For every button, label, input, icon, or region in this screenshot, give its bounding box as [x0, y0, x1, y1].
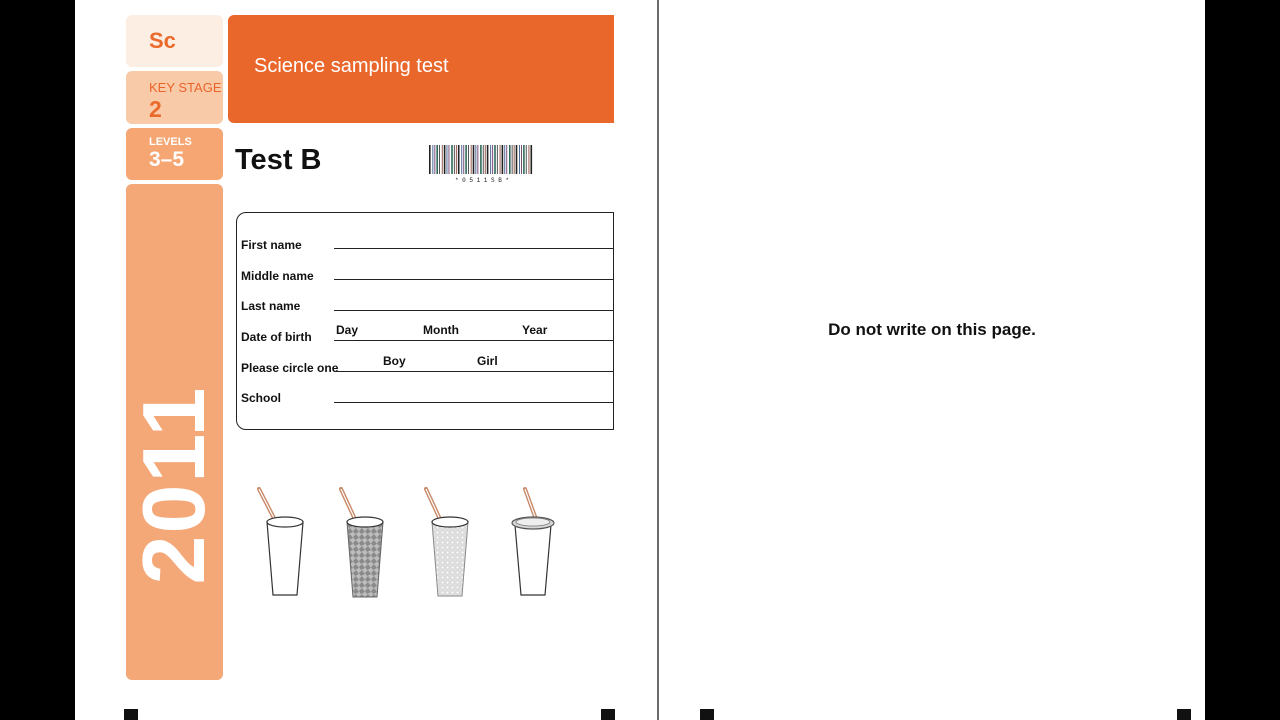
- boy-option[interactable]: Boy: [383, 354, 406, 368]
- barcode-bar: [487, 145, 489, 174]
- barcode-bar: [432, 145, 433, 174]
- barcode-bar: [471, 145, 472, 174]
- barcode-text: * 0 5 1 1 S B *: [454, 177, 510, 184]
- barcode-bar: [516, 145, 518, 174]
- crop-mark: [700, 709, 714, 720]
- barcode-bar: [468, 145, 469, 174]
- barcode-bar: [436, 145, 438, 174]
- barcode-bar: [451, 145, 453, 174]
- circle-one-label: Please circle one: [241, 361, 339, 375]
- blank-page: [659, 0, 1205, 720]
- cups-illustration: [255, 480, 585, 610]
- barcode-bar: [492, 145, 493, 174]
- barcode-bar: [429, 145, 431, 174]
- barcode-bar: [531, 145, 533, 174]
- levels-label: LEVELS: [149, 136, 192, 148]
- barcode-bar: [526, 145, 527, 174]
- crop-mark: [1177, 709, 1191, 720]
- first-name-label: First name: [241, 238, 302, 252]
- first-name-field[interactable]: [334, 248, 613, 249]
- barcode-bar: [463, 145, 464, 174]
- barcode-bar: [473, 145, 475, 174]
- barcode-bar: [442, 145, 443, 174]
- barcode-bar: [523, 145, 525, 174]
- banner-title: Science sampling test: [254, 55, 449, 77]
- levels-value: 3–5: [149, 148, 185, 171]
- barcode-bar: [490, 145, 491, 174]
- barcode-bar: [519, 145, 520, 174]
- barcode-bar: [477, 145, 478, 174]
- barcode: [427, 144, 537, 184]
- barcode-bar: [509, 145, 511, 174]
- barcode-bar: [485, 145, 486, 174]
- barcode-bar: [434, 145, 435, 174]
- key-stage-value: 2: [149, 96, 162, 122]
- barcode-bar: [514, 145, 515, 174]
- barcode-bar: [449, 145, 450, 174]
- barcode-bar: [497, 145, 498, 174]
- barcode-bar: [529, 145, 530, 174]
- title-banner: [228, 15, 614, 123]
- key-stage-tab: [126, 71, 223, 124]
- barcode-bar: [494, 145, 496, 174]
- barcode-bar: [475, 145, 476, 174]
- barcode-bar: [439, 145, 440, 174]
- cover-page: [75, 0, 657, 720]
- barcode-bar: [521, 145, 522, 174]
- barcode-bar: [483, 145, 484, 174]
- barcode-bar: [512, 145, 513, 174]
- subject-label: Sc: [149, 28, 176, 53]
- barcode-bar: [444, 145, 446, 174]
- last-name-field[interactable]: [334, 310, 613, 311]
- plain-cup-icon: [259, 489, 303, 595]
- school-label: School: [241, 391, 282, 405]
- subject-tab: [126, 15, 223, 67]
- last-name-label: Last name: [241, 299, 301, 313]
- middle-name-field[interactable]: [334, 279, 613, 280]
- barcode-bar: [500, 145, 501, 174]
- date-of-birth-field[interactable]: [334, 340, 613, 341]
- date-of-birth-label: Date of birth: [241, 330, 312, 344]
- barcode-bar: [447, 145, 448, 174]
- barcode-bar: [458, 145, 460, 174]
- barcode-bar: [504, 145, 505, 174]
- month-label: Month: [423, 323, 459, 337]
- year-tab: [126, 184, 223, 680]
- levels-tab: [126, 128, 223, 180]
- bubble-wrap-cup-icon: [426, 489, 468, 596]
- foil-cup-icon: [341, 489, 383, 597]
- do-not-write-notice: Do not write on this page.: [828, 320, 1036, 339]
- crop-mark: [124, 709, 138, 720]
- school-field[interactable]: [334, 402, 613, 403]
- key-stage-label: KEY STAGE: [149, 80, 222, 95]
- barcode-bar: [456, 145, 457, 174]
- barcode-bar: [506, 145, 507, 174]
- pupil-details-form: [236, 212, 614, 430]
- test-title: Test B: [235, 144, 322, 176]
- middle-name-label: Middle name: [241, 269, 314, 283]
- barcode-bar: [465, 145, 467, 174]
- barcode-bar: [480, 145, 482, 174]
- gender-line: [334, 371, 613, 372]
- crop-mark: [601, 709, 615, 720]
- year-label: 2011: [124, 385, 223, 585]
- lidded-cup-icon: [512, 489, 554, 595]
- barcode-bar: [461, 145, 462, 174]
- girl-option[interactable]: Girl: [477, 354, 498, 368]
- barcode-bar: [502, 145, 504, 174]
- day-label: Day: [336, 323, 359, 337]
- year-field-label: Year: [522, 323, 548, 337]
- barcode-bar: [454, 145, 455, 174]
